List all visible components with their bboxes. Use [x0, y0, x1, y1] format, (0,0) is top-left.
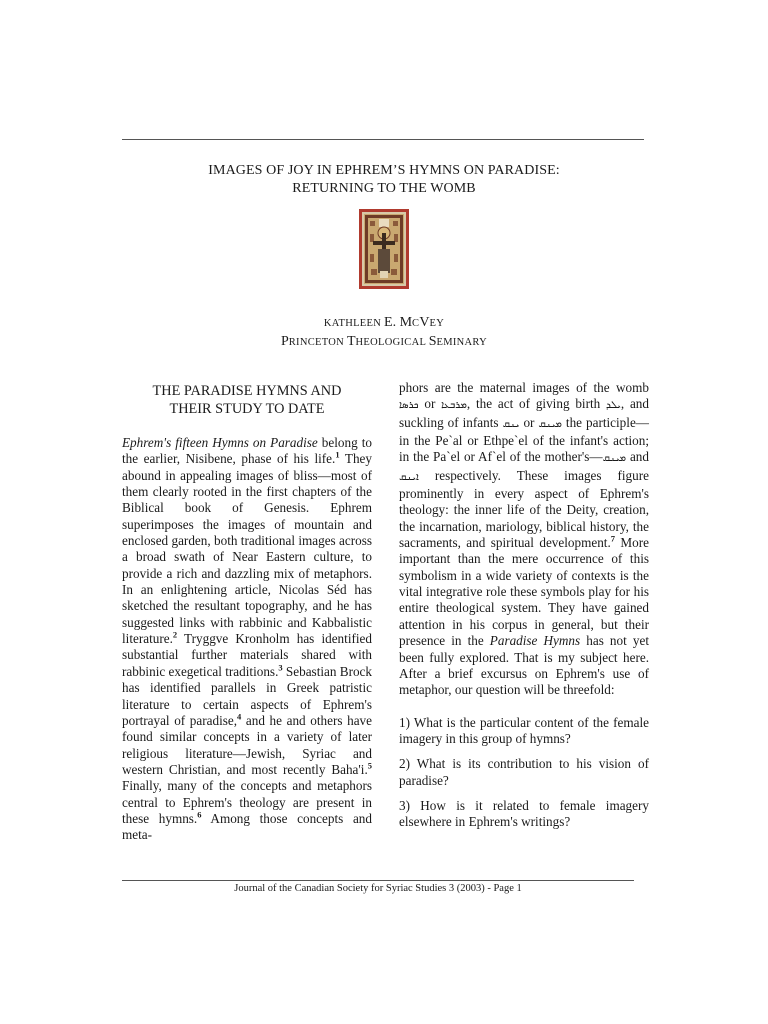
title-line-1: IMAGES OF JOY IN EPHREM’S HYMNS ON PARADISE: [208, 163, 560, 178]
syriac-word: ܝܠܕ [606, 400, 621, 412]
footnote-ref-3[interactable]: 3 [278, 662, 283, 673]
question-3: 3) How is it related to female imagery elsewhere in Ephrem's writings? [399, 797, 649, 830]
question-2: 2) What is its contribution to his vision of paradise? [399, 756, 649, 788]
footnote-ref-4[interactable]: 4 [237, 711, 242, 722]
footnote-ref-5[interactable]: 5 [367, 760, 372, 771]
intro-paragraph: Ephrem's fifteen Hymns on Paradise belong to the earlier, Nisibene, phase of his life.$^1$ They abound in appealing images of bliss—most of them clearly rooted in the first chapters of the Biblical book of Genesis. Ephrem superimposes the images of mountain and enclosed garden, both traditional images across a broad swath of Near Eastern culture, to provide a rich and dazzling mix of metaphors. In an enlightening article, Nicolas Séd has sketched the resultant topography, and he has suggested links with rabbinic and Kabbalistic literature.$^2$ Tryggve Kronholm has identified substantial further materials shared with rabbinic exegetical traditions.$^3$ Sebastian Brock has identified parallels in Greek patristic literature to certain aspects of Ephrem's portrayal of paradise,$^4$ and he and others have found similar concepts in a variety of later religious literature—Jewish, Syriac and western Christian, and most recently Baha'i.$^5$ Finally, many of the concepts and metaphors central to Ephrem's theology are present in these hymns.$^6$ Among those concepts and meta- [122, 435, 373, 843]
top-rule [122, 139, 644, 140]
page-footer: Journal of the Canadian Society for Syriac Studies 3 (2003) - Page 1 [234, 883, 522, 894]
syriac-word: ܟܪܣܐ [399, 400, 419, 412]
syriac-word: ܡܝܢܩ [538, 418, 562, 430]
article-title [0, 162, 768, 198]
footnote-ref-6[interactable]: 6 [197, 809, 202, 820]
syriac-word: ܡܝܢܩ [602, 453, 627, 465]
question-1: 1) What is the particular content of the female imagery in this group of hymns? [399, 714, 649, 746]
syriac-word: ܡܪܒܥܐ [441, 400, 467, 412]
author-affiliation: PRINCETON THEOLOGICAL SEMINARY [280, 334, 488, 349]
author-block [0, 313, 768, 351]
footer-rule [122, 880, 634, 881]
title-line-2: RETURNING TO THE WOMB [292, 181, 476, 196]
left-column [122, 380, 372, 844]
section-heading: THE PARADISE HYMNS AND THEIR STUDY TO DATE [152, 383, 342, 417]
author-name: KATHLEEN E. MCVEY [323, 315, 445, 330]
right-column [399, 380, 649, 831]
syriac-word: ܝܢܩ [502, 418, 520, 430]
footnote-ref-7[interactable]: 7 [610, 533, 616, 544]
continuation-paragraph: phors are the maternal images of the womb ܟܪܣܐ or ܡܪܒܥܐ, the act of giving birth ܝܠܕ, and suckling of infants ܝܢܩ or ܡܝܢܩ the participle—in the Pe`al or Ethpe`el of the infant's action; in the Pa`el or Af`el of the mother's—ܡܝܢܩ and ܐܝܢܩ respectively. These images figure prominently in every aspect of Ephrem's theology: the inner life of the Deity, creation, the incarnation, mariology, biblical history, the sacraments, and spiritual development.$^7$ More important than the mere occurrence of this symbolism in a wide variety of contexts is the vital integrative role these symbols play for his entire theological system. They have gained attention in his corpus in general, but their presence in the Paradise Hymns has not yet been fully explored. That is my subject here. After a brief excursus on Ephrem's use of metaphor, our question will be threefold: [399, 380, 649, 698]
footnote-ref-2[interactable]: 2 [172, 629, 178, 640]
ephrem-icon-image [359, 209, 409, 289]
footnote-ref-1[interactable]: 1 [335, 449, 340, 460]
syriac-word: ܐܝܢܩ [399, 471, 419, 483]
